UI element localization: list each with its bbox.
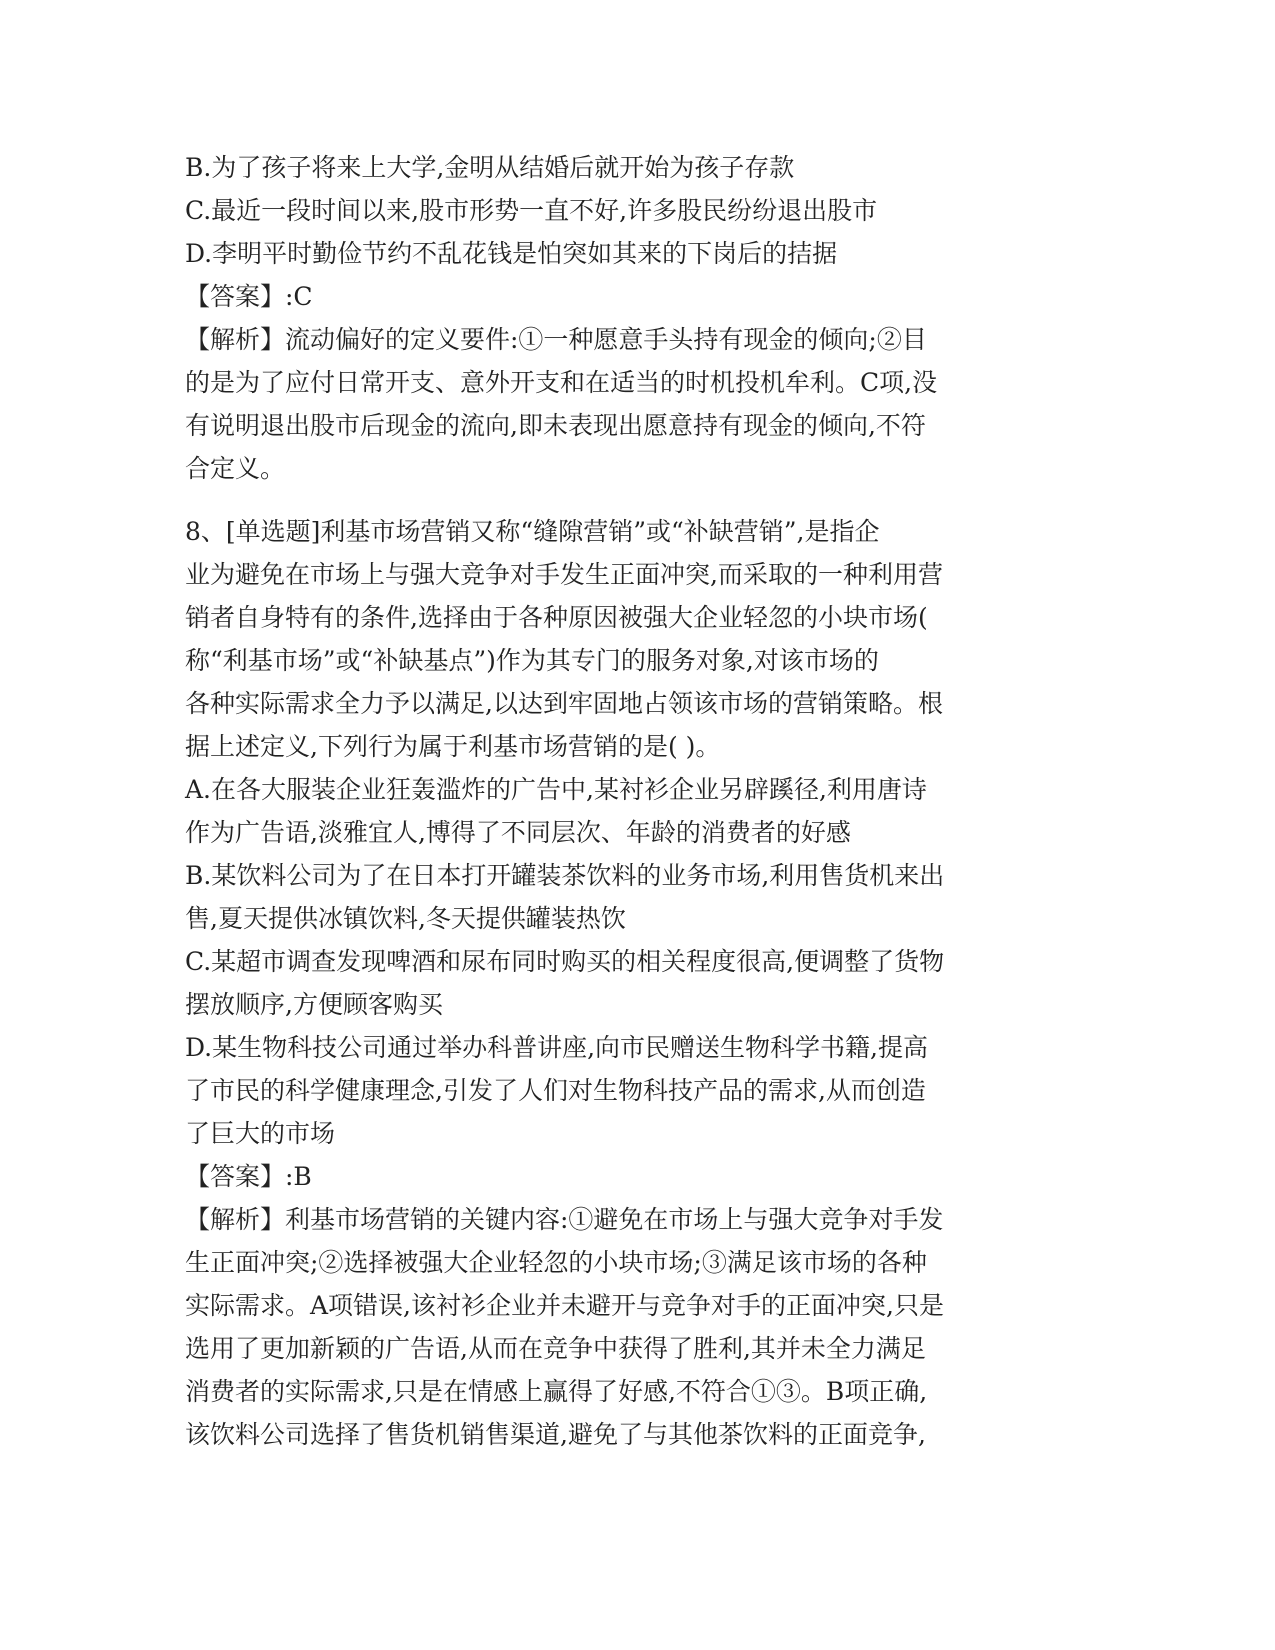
option-c-line: C.某超市调查发现啤酒和尿布同时购买的相关程度很高,便调整了货物 [185, 947, 945, 976]
question-8 [185, 510, 1065, 1456]
analysis-line: 【解析】流动偏好的定义要件:①一种愿意手头持有现金的倾向;②目 [185, 325, 927, 354]
analysis-line: 实际需求。A项错误,该衬衫企业并未避开与竞争对手的正面冲突,只是 [185, 1291, 944, 1320]
stem-line: 称“利基市场”或“补缺基点”)作为其专门的服务对象,对该市场的 [185, 646, 879, 675]
analysis-line: 有说明退出股市后现金的流向,即未表现出愿意持有现金的倾向,不符 [185, 411, 926, 440]
option-c [185, 940, 1065, 1026]
option-d-line: D.某生物科技公司通过举办科普讲座,向市民赠送生物科学书籍,提高 [185, 1033, 928, 1062]
answer: 【答案】:B [185, 1162, 312, 1191]
option-b-line: 售,夏天提供冰镇饮料,冬天提供罐装热饮 [185, 904, 626, 933]
stem-line: 各种实际需求全力予以满足,以达到牢固地占领该市场的营销策略。根 [185, 689, 943, 718]
analysis [185, 1198, 1065, 1456]
document-content [185, 146, 1065, 1456]
option-b-line: B.某饮料公司为了在日本打开罐装茶饮料的业务市场,利用售货机来出 [185, 861, 945, 890]
question-stem [185, 510, 1065, 768]
stem-line: 8、[单选题]利基市场营销又称“缝隙营销”或“补缺营销”,是指企 [185, 517, 880, 546]
section-gap [185, 490, 1065, 510]
option-a-line: A.在各大服装企业狂轰滥炸的广告中,某衬衫企业另辟蹊径,利用唐诗 [185, 775, 927, 804]
analysis-line: 生正面冲突;②选择被强大企业轻忽的小块市场;③满足该市场的各种 [185, 1248, 927, 1277]
question-7-remainder [185, 146, 1065, 490]
stem-line: 业为避免在市场上与强大竞争对手发生正面冲突,而采取的一种利用营 [185, 560, 943, 589]
analysis-line: 该饮料公司选择了售货机销售渠道,避免了与其他茶饮料的正面竞争, [185, 1420, 926, 1449]
analysis-line: 合定义。 [185, 454, 286, 483]
stem-line: 销者自身特有的条件,选择由于各种原因被强大企业轻忽的小块市场( [185, 603, 928, 632]
option-c: C.最近一段时间以来,股市形势一直不好,许多股民纷纷退出股市 [185, 196, 878, 225]
analysis [185, 318, 1065, 490]
answer: 【答案】:C [185, 282, 313, 311]
option-c-line: 摆放顺序,方便顾客购买 [185, 990, 443, 1019]
analysis-line: 【解析】利基市场营销的关键内容:①避免在市场上与强大竞争对手发 [185, 1205, 944, 1234]
option-a-line: 作为广告语,淡雅宜人,博得了不同层次、年龄的消费者的好感 [185, 818, 851, 847]
option-d-line: 了巨大的市场 [185, 1119, 336, 1148]
option-d: D.李明平时勤俭节约不乱花钱是怕突如其来的下岗后的拮据 [185, 239, 838, 268]
option-a [185, 768, 1065, 854]
analysis-line: 选用了更加新颖的广告语,从而在竞争中获得了胜利,其并未全力满足 [185, 1334, 926, 1363]
option-b [185, 854, 1065, 940]
option-d-line: 了市民的科学健康理念,引发了人们对生物科技产品的需求,从而创造 [185, 1076, 926, 1105]
stem-line: 据上述定义,下列行为属于利基市场营销的是( )。 [185, 732, 721, 761]
analysis-line: 的是为了应付日常开支、意外开支和在适当的时机投机牟利。C项,没 [185, 368, 938, 397]
option-d [185, 1026, 1065, 1155]
analysis-line: 消费者的实际需求,只是在情感上赢得了好感,不符合①③。B项正确, [185, 1377, 928, 1406]
option-b: B.为了孩子将来上大学,金明从结婚后就开始为孩子存款 [185, 153, 795, 182]
